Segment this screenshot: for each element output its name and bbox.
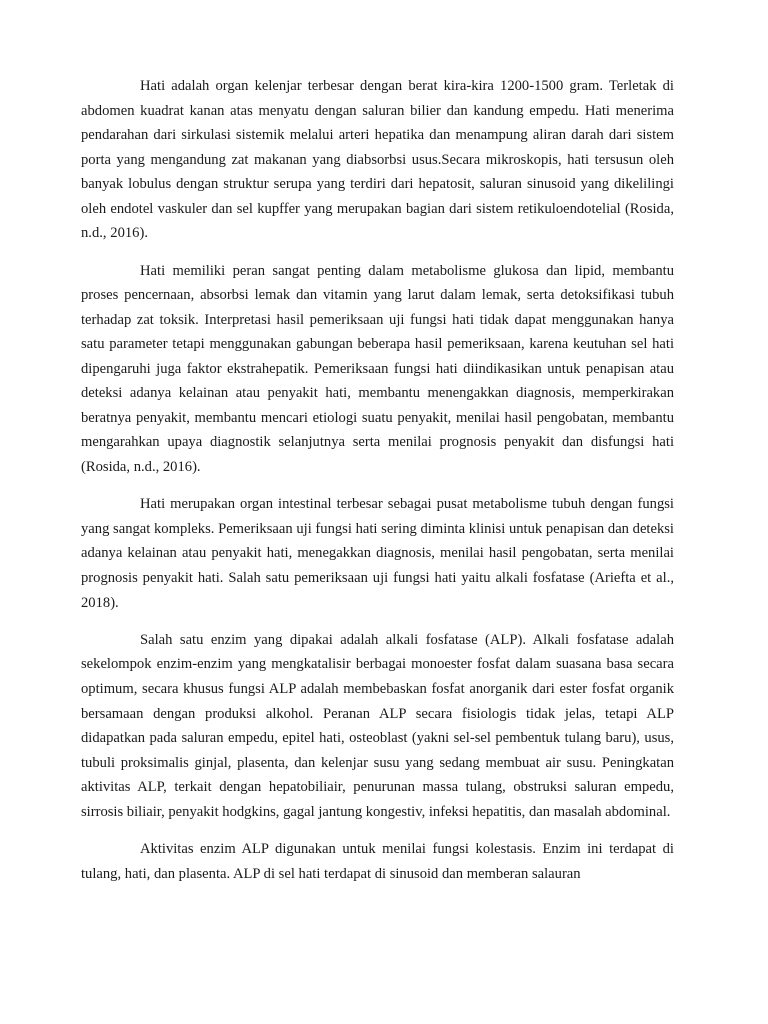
paragraph-hati-organ-kelenjar: Hati adalah organ kelenjar terbesar dengan berat kira-kira 1200-1500 gram. Terletak di abdomen kuadrat kanan atas menyatu dengan saluran bilier dan kandung empedu. Hati menerima pendarahan dari sirkulasi sistemik melalui arteri hepatika dan menampung aliran darah dari sistem porta yang mengandung zat makanan yang diabsorbsi usus.Secara mikroskopis, hati tersusun oleh banyak lobulus dengan struktur serupa yang terdiri dari hepatosit, saluran sinusoid yang dikelilingi oleh endotel vaskuler dan sel kupffer yang merupakan bagian dari sistem retikuloendotelial (Rosida, n.d., 2016).	[81, 78, 674, 242]
paragraph-aktivitas-enzim-alp: Aktivitas enzim ALP digunakan untuk menilai fungsi kolestasis. Enzim ini terdapat di tulang, hati, dan plasenta. ALP di sel hati terdapat di sinusoid dan memberan salauran	[81, 841, 674, 882]
paragraph-alkali-fosfatase: Salah satu enzim yang dipakai adalah alkali fosfatase (ALP). Alkali fosfatase adalah sekelompok enzim-enzim yang mengkatalisir berbagai monoester fosfat dalam suasana basa secara optimum, secara khusus fungsi ALP adalah membebaskan fosfat anorganik dari ester fosfat organik bersamaan dengan produksi alkohol. Peranan ALP secara fisiologis tidak jelas, tetapi ALP didapatkan pada saluran empedu, epitel hati, osteoblast (yakni sel-sel pembentuk tulang baru), usus, tubuli proksimalis ginjal, plasenta, dan kelenjar susu yang sedang membuat air susu. Peningkatan aktivitas ALP, terkait dengan hepatobiliair, penurunan massa tulang, obstruksi saluran empedu, sirrosis biliair, penyakit hodgkins, gagal jantung kongestiv, infeksi hepatitis, dan masalah abdominal.	[81, 631, 674, 820]
paragraph-organ-intestinal: Hati merupakan organ intestinal terbesar sebagai pusat metabolisme tubuh dengan fungsi yang sangat kompleks. Pemeriksaan uji fungsi hati sering diminta klinisi untuk penapisan dan deteksi adanya kelainan atau penyakit hati, menegakkan diagnosis, menilai hasil pengobatan, serta menilai prognosis penyakit hati. Salah satu pemeriksaan uji fungsi hati yaitu alkali fosfatase (Ariefta et al., 2018).	[81, 496, 674, 611]
paragraph-peran-hati: Hati memiliki peran sangat penting dalam metabolisme glukosa dan lipid, membantu proses pencernaan, absorbsi lemak dan vitamin yang larut dalam lemak, serta detoksifikasi tubuh terhadap zat toksik. Interpretasi hasil pemeriksaan uji fungsi hati tidak dapat menggunakan hanya satu parameter tetapi menggunakan gabungan beberapa hasil pemeriksaan, karena keutuhan sel hati dipengaruhi juga faktor ekstrahepatik. Pemeriksaan fungsi hati diindikasikan untuk penapisan atau deteksi adanya kelainan atau penyakit hati, membantu menengakkan diagnosis, memperkirakan beratnya penyakit, membantu mencari etiologi suatu penyakit, menilai hasil pengobatan, membantu mengarahkan upaya diagnostik selanjutnya serta menilai prognosis penyakit dan disfungsi hati (Rosida, n.d., 2016).	[81, 262, 674, 475]
document-page	[81, 74, 674, 899]
